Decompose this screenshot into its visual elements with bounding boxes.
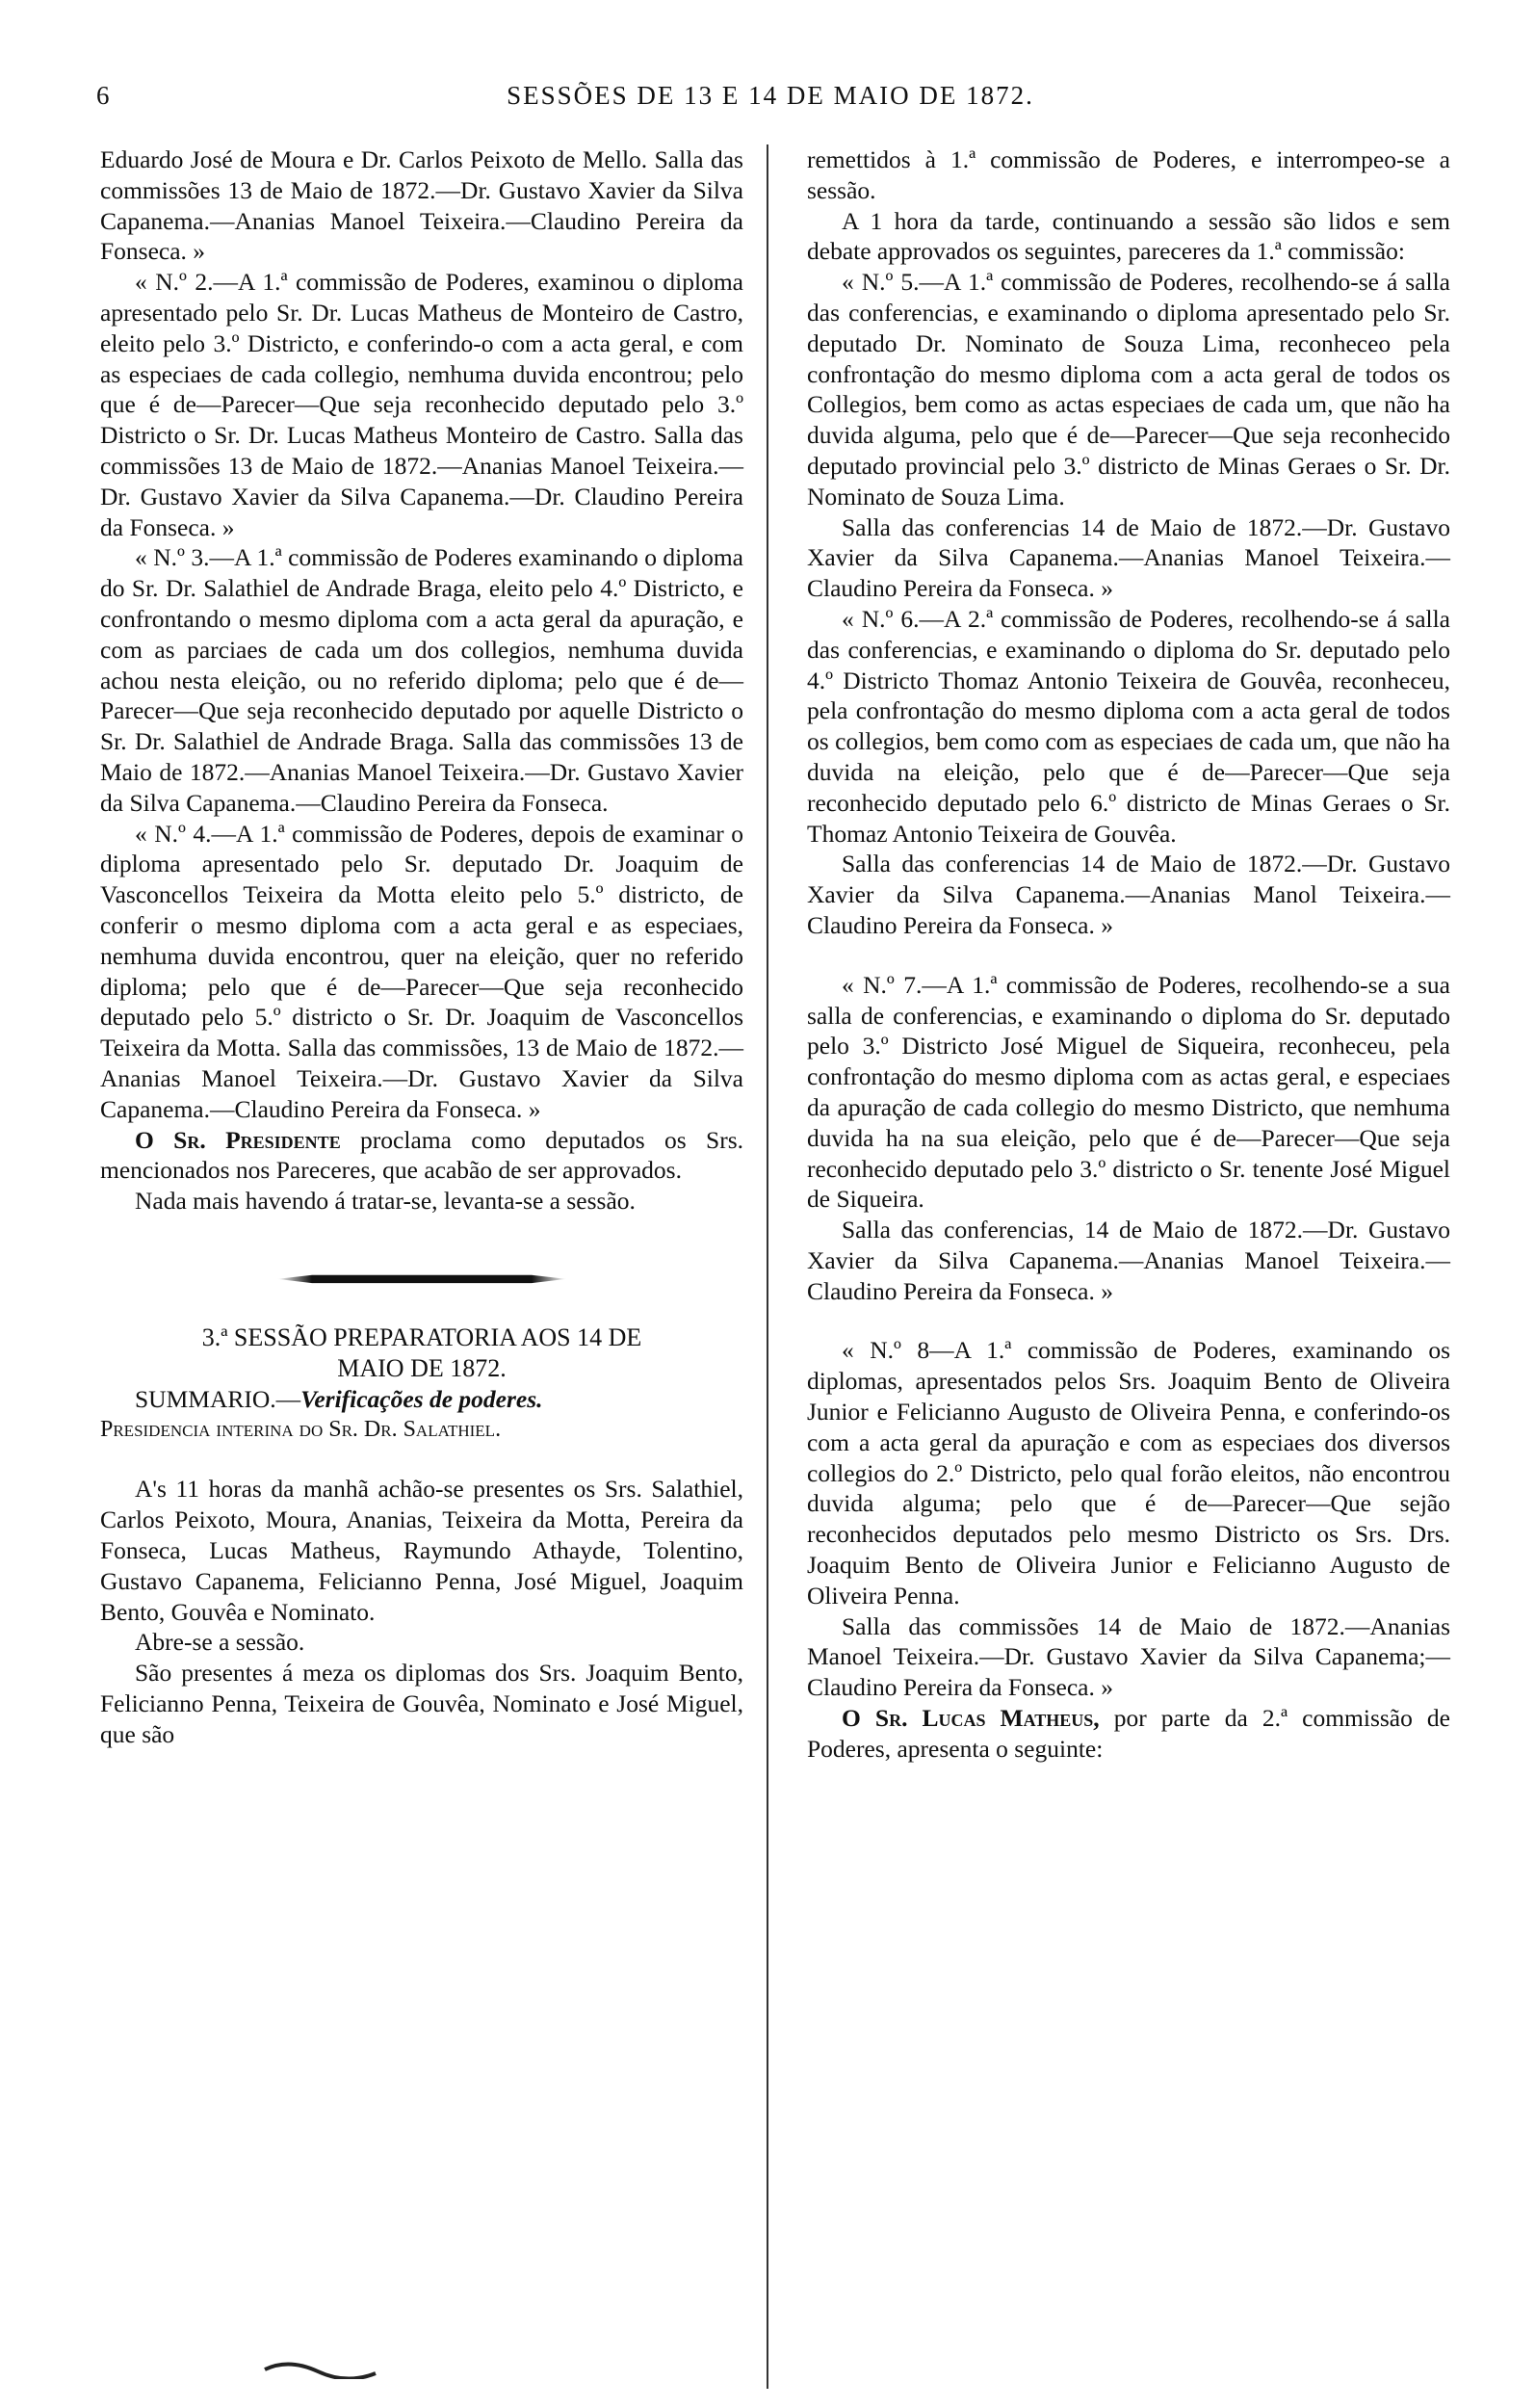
paragraph: remettidos à 1.ª commissão de Poderes, e interrompeo-se a sessão. [807, 145, 1450, 204]
lucas-matheus-paragraph [807, 1703, 1450, 1765]
session-title-line-1: 3.ª SESSÃO PREPARATORIA AOS 14 DE [201, 1322, 642, 1351]
parecer-5: « N.º 5.—A 1.ª commissão de Poderes, recolhendo-se á salla das conferencias, e examinando o diploma apresentado pelo Sr. deputado Dr. Nominato de Souza Lima, reconheceo pela confrontação do mesmo diploma com a acta geral de todos os Collegios, bem como as actas especiaes de cada um, que não ha duvida alguma, pelo que é de—Parecer—Que seja reconhecido deputado provincial pelo 3.º districto de Minas Geraes o Sr. Dr. Nominato de Souza Lima. [807, 268, 1450, 510]
parecer-4: « N.º 4.—A 1.ª commissão de Poderes, depois de examinar o diploma apresentado pelo Sr. deputado Dr. Joaquim de Vasconcellos Teixeira da Motta eleito pelo 5.º districto, de conferir o mesmo diploma com a acta geral e as especiaes, nemhuma duvida encontrou, quer na eleição, quer no referido diploma; pelo que é de—Parecer—Que seja reconhecido deputado pelo 5.º districto o Sr. Dr. Joaquim de Vasconcellos Teixeira da Motta. Salla das commissões, 13 de Maio de 1872.—Ananias Manoel Teixeira.—Dr. Gustavo Xavier da Silva Capanema.—Claudino Pereira da Fonseca. » [100, 819, 743, 1123]
attendance-paragraph: A's 11 horas da manhã achão-se presentes os Srs. Salathiel, Carlos Peixoto, Moura, Ananias, Teixeira da Motta, Pereira da Fonseca, Lucas Matheus, Raymundo Athayde, Tolentino, Gustavo Capanema, Felicianno Penna, José Miguel, Joaquim Bento, Gouvêa e Nominato. [100, 1475, 743, 1626]
page-number: 6 [96, 81, 112, 110]
presidency-line: Presidencia interina do Sr. Dr. Salathiel. [100, 1416, 502, 1442]
speaker-name: O Sr. Lucas Matheus, [842, 1704, 1100, 1733]
parecer-2: « N.º 2.—A 1.ª commissão de Poderes, examinou o diploma apresentado pelo Sr. Dr. Lucas Matheus de Monteiro de Castro, eleito pelo 3.º Districto, e conferindo-o com a acta geral, e com as especiaes de cada collegio, nemhuma duvida encontrou; pelo que é de—Parecer—Que seja reconhecido deputado pelo 3.º Districto o Sr. Dr. Lucas Matheus Monteiro de Castro. Salla das commissões 13 de Maio de 1872.—Ananias Manoel Teixeira.—Dr. Gustavo Xavier da Silva Capanema.—Dr. Claudino Pereira da Fonseca. » [100, 268, 743, 541]
parecer-3: « N.º 3.—A 1.ª commissão de Poderes examinando o diploma do Sr. Dr. Salathiel de Andrade Braga, eleito pelo 4.º Districto, e confrontando o mesmo diploma com a acta geral da apuração, e com as parciaes de cada um dos collegios, nemhuma duvida achou nesta eleição, ou no referido diploma; pelo que é de—Parecer—Que seja reconhecido deputado por aquelle Districto o Sr. Dr. Salathiel de Andrade Braga. Salla das commissões 13 de Maio de 1872.—Ananias Manoel Teixeira.—Dr. Gustavo Xavier da Silva Capanema.—Claudino Pereira da Fonseca. [100, 543, 743, 817]
president-proclamation [100, 1125, 743, 1187]
summary-label: SUMMARIO.— [135, 1384, 301, 1413]
signature-6: Salla das conferencias 14 de Maio de 1872.—Dr. Gustavo Xavier da Silva Capanema.—Ananias Manol Teixeira.—Claudino Pereira da Fonseca. » [807, 850, 1450, 939]
column-divider [767, 144, 768, 2389]
parecer-7: « N.º 7.—A 1.ª commissão de Poderes, recolhendo-se a sua salla de conferencias, e examinando o diploma do Sr. deputado pelo 3.º Districto José Miguel de Siqueira, reconheceu, pela confrontação do mesmo diploma com as actas geral, e especiaes da apuração de cada collegio do mesmo Districto, que nemhuma duvida ha na sua eleição, pelo que é de—Parecer—Que seja reconhecido deputado pelo 3.º districto o Sr. tenente José Miguel de Siqueira. [807, 970, 1450, 1214]
signature-7: Salla das conferencias, 14 de Maio de 1872.—Dr. Gustavo Xavier da Silva Capanema.—Ananias Manoel Teixeira.—Claudino Pereira da Fonseca. » [807, 1216, 1450, 1305]
session-title-line-2: MAIO DE 1872. [337, 1353, 507, 1382]
proclamation-text: proclama como deputados os Srs. mencionados nos Pareceres, que acabão de ser approvados. [100, 1125, 743, 1185]
page-header [96, 81, 1444, 119]
diplomas-paragraph: São presentes á meza os diplomas dos Srs. Joaquim Bento, Felicianno Penna, Teixeira de Gouvêa, Nominato e José Miguel, que são [100, 1659, 743, 1748]
signature-5: Salla das conferencias 14 de Maio de 1872.—Dr. Gustavo Xavier da Silva Capanema.—Ananias Manoel Teixeira.—Claudino Pereira da Fonseca. » [807, 512, 1450, 603]
summary-text: Verificações de poderes. [300, 1384, 543, 1413]
signature-8: Salla das commissões 14 de Maio de 1872.—Ananias Manoel Teixeira.—Dr. Gustavo Xavier da Silva Capanema;—Claudino Pereira da Fonseca. » [807, 1611, 1450, 1702]
ink-smudge [260, 2350, 414, 2379]
afternoon-paragraph: A 1 hora da tarde, continuando a sessão são lidos e sem debate approvados os seguintes, pareceres da 1.ª commissão: [807, 206, 1450, 266]
speaker-name: O Sr. Presidente [135, 1125, 341, 1154]
parecer-8: « N.º 8—A 1.ª commissão de Poderes, examinando os diplomas, apresentados pelos Srs. Joaquim Bento de Oliveira Junior e Felicianno Augusto de Oliveira Penna, e conferindo-os com a acta geral da apuração e com as especiaes dos diversos collegios do 2.º Districto, pelo qual forão eleitos, não encontrou duvida alguma; pelo que é de—Parecer—Que sejão reconhecidos deputados pelo mesmo Districto os Srs. Drs. Joaquim Bento de Oliveira Junior e Felicianno Augusto de Oliveira Penna. [807, 1336, 1450, 1610]
right-column [807, 144, 1450, 1765]
running-title: SESSÕES DE 13 E 14 DE MAIO DE 1872. [507, 81, 1034, 110]
left-column [100, 144, 743, 1750]
closing-sentence: Nada mais havendo á tratar-se, levanta-se a sessão. [135, 1187, 636, 1216]
parecer-6: « N.º 6.—A 2.ª commissão de Poderes, recolhendo-se á salla das conferencias, e examinando o diploma do Sr. deputado pelo 4.º Districto Thomaz Antonio Teixeira de Gouvêa, reconheceu, pela confrontação do mesmo diploma com a acta geral de todos os collegios, bem como com as especiaes de cada um, que não ha duvida na eleição, pelo que é de—Parecer—Que seja reconhecido deputado pelo 6.º districto de Minas Geraes o Sr. Thomaz Antonio Teixeira de Gouvêa. [807, 604, 1450, 848]
session-opens: Abre-se a sessão. [135, 1628, 305, 1657]
paragraph: Eduardo José de Moura e Dr. Carlos Peixoto de Mello. Salla das commissões 13 de Maio de 1872.—Dr. Gustavo Xavier da Silva Capanema.—Ananias Manoel Teixeira.—Claudino Pereira da Fonseca. » [100, 145, 743, 266]
summary [100, 1384, 743, 1415]
presentation-text: por parte da 2.ª commissão de Poderes, apresenta o seguinte: [807, 1704, 1450, 1763]
ornamental-divider [277, 1272, 566, 1286]
